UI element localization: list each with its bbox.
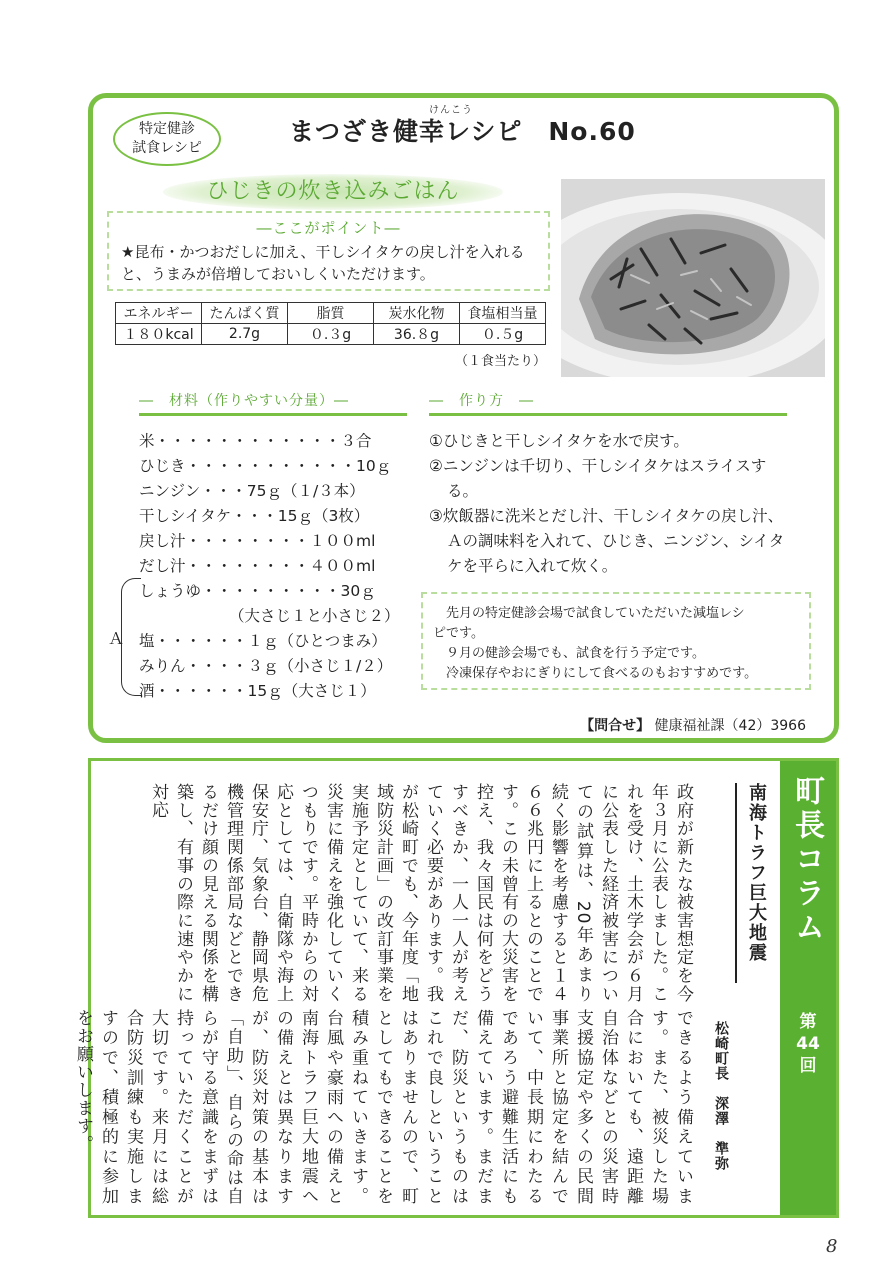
contact-line [580,715,806,735]
ingredient-item: だし汁・・・・・・・・４００ml [139,557,376,575]
ingredient-item: みりん・・・・３ｇ（小さじ１/２） [139,657,393,675]
nutrition-value-row [116,324,546,345]
ingredient-item: しょうゆ・・・・・・・・・30ｇ [139,582,376,600]
ingredient-item: （大さじ１と小さじ２） [229,607,400,625]
ingredient-item: 干しシイタケ・・・15ｇ（3枚） [139,507,370,525]
nutrition-header: たんぱく質 [202,303,288,324]
page-number: 8 [826,1236,838,1257]
ingredient-item: ひじき・・・・・・・・・・・10ｇ [139,457,392,475]
contact-label: 【問合せ】 [580,718,651,734]
column-number-line: 44 [796,1034,820,1054]
method-step: ②ニンジンは千切り、干しシイタケはスライスする。 [429,457,767,500]
recipe-title: まつざき健幸レシピ No.60 [289,117,636,146]
recipe-box [88,93,839,743]
badge-line-1: 特定健診 [139,121,195,137]
contact-text: 健康福祉課（42）3966 [654,718,806,734]
method-step: ①ひじきと干しシイタケを水で戻す。 [429,432,689,450]
nutrition-header: 炭水化物 [374,303,460,324]
nutrition-header: 脂質 [288,303,374,324]
note-line: 先月の特定健診会場で試食していただいた減塩レシ [446,606,745,621]
note-line: ９月の健診会場でも、試食を行う予定です。 [446,646,705,661]
ingredient-item: 米・・・・・・・・・・・・３合 [139,432,372,450]
column-author: 松崎町長 深澤 準弥 [713,1021,729,1171]
nutrition-header: エネルギー [116,303,202,324]
ingredient-item: 戻し汁・・・・・・・・１００ml [139,532,376,550]
seasoning-a-label: Ａ [108,629,125,648]
ingredient-item: 塩・・・・・・１ｇ（ひとつまみ） [139,632,387,650]
nutrition-header-row [116,303,546,324]
nutrition-header: 食塩相当量 [460,303,546,324]
point-heading: ―ここがポイント― [256,219,401,237]
dish-photo [561,179,825,377]
column-title: 南海トラフ巨大地震 [735,783,769,983]
nutrition-value: 36.８g [374,324,460,345]
column-header-bar [780,761,836,1215]
column-number [786,1011,830,1077]
column-number-line: 回 [799,1056,817,1076]
column-body-top: 政府が新たな被害想定を今年３月に公表しました。これを受け、土木学会が６月に公表した経済被害についての試算は、20年あまり続く影響を考慮すると１４６６兆円に上るとのことです。この未曾有の大災害を控え、我々国民は何をどうすべきか、一人一人が考えていく必要があります。我が松崎町でも、今年度「地域防災計画」の改訂事業を実施予定としていて、来る災害に備えを強化していくつもりです。平時からの対応としては、自衛隊や海上保安庁、気象台、静岡県危機管理関係部局などとできるだけ顔の見える関係を構築し、有事の際に速やかに対応 [148,783,693,1003]
ingredients-heading: ― 材料（作りやすい分量）― [139,390,407,416]
column-body-bottom: できるよう備えています。また、被災した場合においても、遠距離自治体などとの災害時支援協定や多くの民間事業所と協定を結んでいて、中長期にわたるであろう避難生活にも備えています。まだまだ、防災というものはこれで良しということはありませんので、町としてもできることを積み重ねていきます。台風や豪雨への備えと南海トラフ巨大地震への備えとは異なりますが、防災対策の基本は「自助」、自らの命は自らが守る意識をまずは持っていただくことが大切です。来月には総合防災訓練も実施しますので、積極的に参加をお願いします。 [73,1009,693,1205]
note-box [421,592,811,690]
column-number-line: 第 [799,1012,817,1032]
tokutei-kenshin-badge [113,112,221,166]
nutrition-table [115,302,546,345]
point-box [107,211,550,291]
dish-photo-image [561,179,825,377]
dish-name: ひじきの炊き込みごはん [163,174,503,210]
ingredients-list [139,429,400,704]
method-step: ③炊飯器に洗米とだし汁、干しシイタケの戻し汁、Ａの調味料を入れて、ひじき、ニンジン、シイタケを平らに入れて炊く。 [429,507,785,575]
nutrition-value: ０.３g [288,324,374,345]
point-text: ★昆布・かつおだしに加え、干しシイタケの戻し汁を入れると、うまみが倍増しておいしくいただけます。 [121,243,525,283]
nutrition-value: 2.7g [202,324,288,345]
ingredient-item: 酒・・・・・・15ｇ（大さじ１） [139,682,376,700]
nutrition-value: １８０kcal [116,324,202,345]
method-steps [429,429,793,579]
note-line: ピです。 [433,626,484,641]
nutrition-value: ０.５g [460,324,546,345]
column-label: 町長コラム [789,775,824,945]
title-ruby: けんこう [429,105,473,116]
mayor-column-box [73,758,839,1218]
ingredient-item: ニンジン・・・75ｇ（１/３本） [139,482,365,500]
method-heading: ― 作り方 ― [429,390,787,416]
per-serving-note: （１食当たり） [455,354,547,369]
badge-line-2: 試食レシピ [132,140,202,156]
note-line: 冷凍保存やおにぎりにして食べるのもおすすめです。 [446,666,758,681]
